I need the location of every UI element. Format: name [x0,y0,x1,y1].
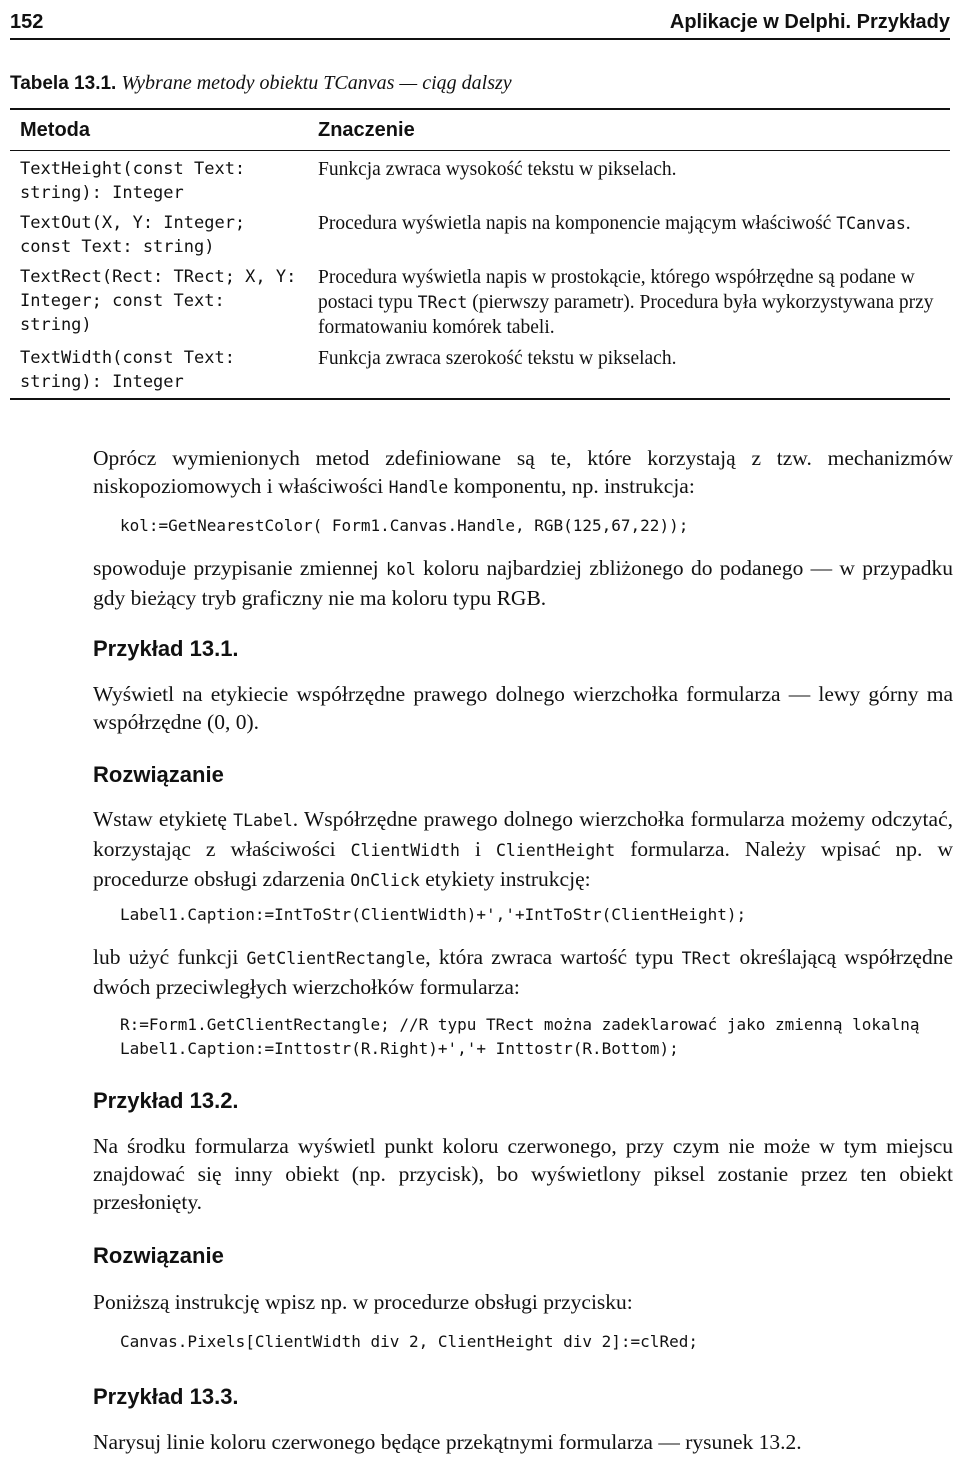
book-title: Aplikacje w Delphi. Przykłady [669,11,950,33]
text: . Współrzędne prawego dolnego wierzchołka formularza możemy odczytać, korzystając z właściwości [93,807,953,861]
method-cell: TextHeight(const Text: string): Integer [20,159,246,203]
text: lub użyć funkcji [93,945,247,969]
code-block-pixels: Canvas.Pixels[ClientWidth div 2, ClientHeight div 2]:=clRed; [120,1332,698,1351]
inline-code: OnClick [350,871,420,890]
solution-1-heading: Rozwiązanie [93,762,224,787]
method-cell: TextOut(X, Y: Integer; const Text: string) [20,213,246,257]
meaning-text: . [905,213,911,234]
column-header-meaning: Znaczenie [318,118,415,141]
code-block-label-caption: Label1.Caption:=IntToStr(ClientWidth)+','+IntToStr(ClientHeight); [120,905,747,924]
meaning-text: Procedura wyświetla napis w prostokącie, którego współrzędne są podane w postaci typu [318,267,915,313]
code-block-client-rectangle [120,1013,920,1061]
paragraph-get-client-rectangle [93,943,953,1001]
example-13-1-text: Wyświetl na etykiecie współrzędne prawego dolnego wierzchołka formularza — lewy górny ma współrzędne (0, 0). [93,682,953,734]
meaning-text: (pierwszy parametr). Procedura była wykorzystywana przy formatowaniu komórek tabeli. [318,292,934,338]
inline-code: ClientWidth [350,841,460,860]
meaning-cell [310,346,950,394]
text: koloru najbardziej zbliżonego do podanego — w przypadku gdy bieżący tryb graficzny nie ma koloru typu RGB. [93,556,953,610]
paragraph-tlabel [93,805,953,895]
table-header [10,110,950,151]
table-caption [10,72,512,95]
meaning-code: TCanvas [836,214,906,233]
example-13-3-heading: Przykład 13.3. [93,1384,239,1409]
inline-code: Handle [388,478,449,497]
text: Oprócz wymienionych metod zdefiniowane są te, które korzystają z tzw. mechanizmów niskopoziomowych i właściwości [93,446,953,498]
page-number: 152 [10,11,44,33]
text: etykiety instrukcję: [419,867,591,891]
methods-table [10,108,950,400]
paragraph-pixels: Poniższą instrukcję wpisz np. w procedurze obsługi przycisku: [93,1290,633,1314]
table-row [10,211,950,259]
example-13-2-text: Na środku formularza wyświetl punkt koloru czerwonego, przy czym nie może w tym miejscu znajdować się inny obiekt (np. przycisk), bo wyświetlony piksel zostanie przez ten obiekt przesłonięty. [93,1134,953,1214]
solution-2-heading: Rozwiązanie [93,1243,224,1268]
example-13-3-text: Narysuj linie koloru czerwonego będące przekątnymi formularza — rysunek 13.2. [93,1430,802,1454]
inline-code: TLabel [233,811,293,830]
meaning-cell [310,211,950,259]
paragraph-kol [93,554,953,612]
text: Wstaw etykietę [93,807,234,831]
column-header-method: Metoda [20,118,90,141]
meaning-text: Funkcja zwraca szerokość tekstu w pikselach. [318,348,677,369]
method-cell: TextWidth(const Text: string): Integer [20,348,235,392]
meaning-code: TRect [417,293,468,312]
table-row [10,157,950,205]
page-header [10,0,950,40]
meaning-cell [310,265,950,340]
inline-code: ClientHeight [495,841,616,860]
paragraph-handle [93,444,953,502]
code-block-get-nearest-color: kol:=GetNearestColor( Form1.Canvas.Handle, RGB(125,67,22)); [120,516,689,535]
inline-code: kol [385,560,416,579]
text: komponentu, np. instrukcja: [448,474,695,498]
table-row [10,265,950,340]
inline-code: GetClientRectangle [246,949,426,968]
table-caption-text: Wybrane metody obiektu TCanvas — ciąg dalszy [121,72,512,94]
text: i [459,837,496,861]
text: formularza. Należy wpisać np. w procedurze obsługi zdarzenia [93,837,953,891]
code-line: Label1.Caption:=Inttostr(R.Right)+','+ Inttostr(R.Bottom); [120,1039,679,1058]
table-caption-label: Tabela 13.1. [10,73,117,94]
example-13-1-heading: Przykład 13.1. [93,636,239,661]
meaning-cell [310,157,950,205]
example-13-2-heading: Przykład 13.2. [93,1088,239,1113]
code-line: R:=Form1.GetClientRectangle; //R typu TRect można zadeklarować jako zmienną lokalną [120,1015,920,1034]
text: spowoduje przypisanie zmiennej [93,556,386,580]
text: , która zwraca wartość typu [425,945,682,969]
inline-code: TRect [681,949,732,968]
text: określającą współrzędne dwóch przeciwległych wierzchołków formularza: [93,945,954,999]
meaning-text: Procedura wyświetla napis na komponencie mającym właściwość [318,213,837,234]
meaning-text: Funkcja zwraca wysokość tekstu w pikselach. [318,159,677,180]
method-cell: TextRect(Rect: TRect; X, Y: Integer; const Text: string) [20,267,297,335]
table-row [10,346,950,394]
